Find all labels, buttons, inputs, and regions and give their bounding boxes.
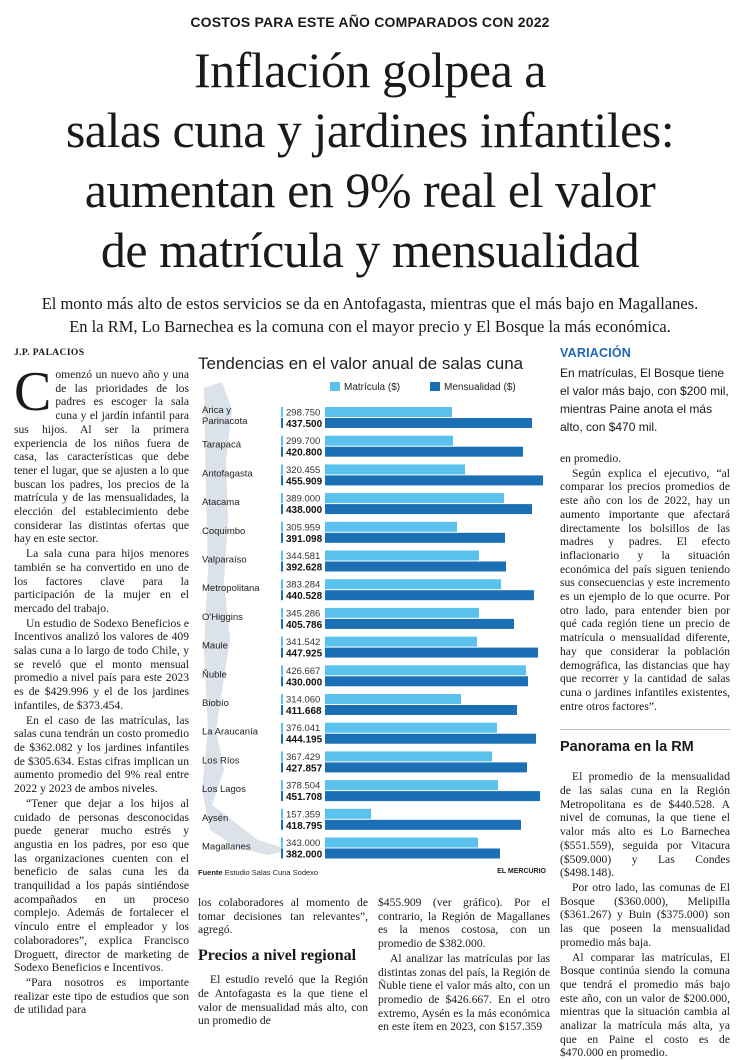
article-column-4 [560,452,730,1048]
value-label-matricula: 344.581 [286,551,320,562]
legend-label: Mensualidad ($) [444,382,516,393]
article-column-1 [14,368,189,1048]
headline-line: de matrícula y mensualidad [10,220,730,280]
legend-label: Matrícula ($) [344,382,400,393]
region-label: Aysén [202,813,228,824]
legend-swatch [330,382,340,391]
value-label-mensualidad: 440.528 [286,591,323,602]
headline-line: aumentan en 9% real el valor [10,160,730,220]
chart-credit: EL MERCURIO [497,868,546,875]
paragraph: los colaboradores al momento de tomar decisiones tan relevantes”, agregó. [198,896,368,937]
paragraph: Por otro lado, las comunas de El Bosque ($360.000), Melipilla ($361.267) y Buin ($375.000) son las que poseen la mensualidad promedio más baja. [560,881,730,950]
legend-swatch [430,382,440,391]
value-label-matricula: 389.000 [286,494,320,505]
value-label-matricula: 320.455 [286,465,320,476]
value-label-mensualidad: 451.708 [286,792,323,803]
region-label: Arica y [202,405,231,416]
paragraph: El estudio reveló que la Región de Antofagasta es la que tiene el valor de mensualidad más alto, con un promedio de [198,973,368,1028]
value-label-mensualidad: 405.786 [286,620,323,631]
region-label: O'Higgins [202,612,243,623]
paragraph: en promedio. [560,452,730,466]
chart-source [198,868,318,877]
region-label: Biobío [202,698,229,709]
region-label: Magallanes [202,842,251,853]
value-label-mensualidad: 427.857 [286,763,323,774]
region-label: Coquimbo [202,526,245,537]
region-label: Valparaíso [202,555,247,566]
value-label-matricula: 376.041 [286,723,320,734]
region-label: Los Lagos [202,784,246,795]
value-label-mensualidad: 382.000 [286,850,323,861]
value-label-matricula: 157.359 [286,809,320,820]
source-label: Fuente [198,868,223,877]
paragraph: $455.909 (ver gráfico). Por el contrario, la Región de Magallanes es la menos costosa, con un promedio de $382.000. [378,896,550,951]
value-label-matricula: 343.000 [286,838,320,849]
value-label-matricula: 378.504 [286,781,320,792]
value-label-matricula: 305.959 [286,522,320,533]
paragraph: En el caso de las matrículas, las salas cuna tendrán un costo promedio de $362.082 y los jardines infantiles de $305.634. Estas cifras implican un aumento promedio del 9% real entre 2022 y 2023 de ambos niveles. [14,714,189,796]
value-label-matricula: 299.700 [286,436,320,447]
variation-title: VARIACIÓN [560,346,730,360]
deck-line: En la RM, Lo Barnechea es la comuna con el mayor precio y El Bosque la más económica. [14,315,726,338]
kicker: COSTOS PARA ESTE AÑO COMPARADOS CON 2022 [0,14,740,30]
headline-line: Inflación golpea a [10,40,730,100]
region-label: La Araucanía [202,727,259,738]
drop-cap: C [14,370,51,414]
deck [14,292,726,338]
paragraph: Un estudio de Sodexo Beneficios e Incentivos analizó los valores de 409 salas cuna a lo largo de todo Chile, y se reveló que el monto mensual promedio a nivel país para este 2023 es de $429.996 y el de los jardines infantiles, de $373.454. [14,617,189,713]
value-label-matricula: 314.060 [286,695,320,706]
region-label: Metropolitana [202,583,260,594]
headline-line: salas cuna y jardines infantiles: [10,100,730,160]
value-label-matricula: 367.429 [286,752,320,763]
paragraph: Según explica el ejecutivo, “al comparar los precios promedios de este año con los de 2022, hay un aumento importante que afectará directamente los bolsillos de las madres y padres. El efecto inflacionario y la situación económica del país siguen teniendo sus consecuencias y este incremento es un ejemplo de lo que ocurre. Por otro lado, para entender bien por qué cada región tiene un precio de matrícula o mensualidad diferente, hay que considerar la población demográfica, las distancias que hay que recorrer y la cantidad de salas cuna o jardines infantiles existentes, entre otros factores”. [560,467,730,714]
value-label-mensualidad: 391.098 [286,534,323,545]
value-label-matricula: 341.542 [286,637,320,648]
regional-cost-chart [198,350,550,880]
deck-line: El monto más alto de estos servicios se da en Antofagasta, mientras que el más bajo en Magallanes. [14,292,726,315]
region-label: Tarapacá [202,440,242,451]
value-label-matricula: 383.284 [286,580,320,591]
value-label-mensualidad: 444.195 [286,735,323,746]
byline: J.P. PALACIOS [14,348,84,358]
chart-canvas [198,350,550,865]
article-column-2 [198,896,368,1051]
value-label-mensualidad: 430.000 [286,677,323,688]
section-subhead: Precios a nivel regional [198,947,368,965]
section-subhead: Panorama en la RM [560,729,730,756]
value-label-mensualidad: 447.925 [286,649,323,660]
paragraph-text: omenzó un nuevo año y una de las prioridades de los padres es escoger la sala cuna y el jardín infantil para sus hijos. Al ser la primera experiencia de los niños fuera de casa, las características que debe tener el lugar, que se ajusten a lo que buscan los padres, los precios de la matrícula y de las mensualidades, la elección del establecimiento debe considerar las distintas ofertas que hay en este sector. [14,368,189,545]
source-text: Estudio Salas Cuna Sodexo [225,868,318,877]
headline [10,40,730,280]
value-label-mensualidad: 392.628 [286,563,323,574]
region-label: Parinacota [202,416,248,427]
chart-title: Tendencias en el valor anual de salas cuna [198,354,523,374]
value-label-matricula: 426.667 [286,666,320,677]
region-label: Antofagasta [202,468,253,479]
value-label-mensualidad: 420.800 [286,448,323,459]
value-label-mensualidad: 418.795 [286,821,323,832]
article-column-3 [378,896,550,1051]
paragraph: El promedio de la mensualidad de las salas cuna en la Región Metropolitana es de $440.528. A nivel de comunas, la que tiene el valor más alto es Lo Barnechea ($551.559), seguida por Vitacura ($509.000) y Las Condes ($498.148). [560,770,730,880]
value-label-matricula: 345.286 [286,608,320,619]
paragraph: La sala cuna para hijos menores también se ha convertido en uno de los factores clave para la participación de la mujer en el mercado del trabajo. [14,547,189,616]
region-label: Ñuble [202,669,227,680]
value-label-mensualidad: 411.668 [286,706,322,717]
variation-text: En matrículas, El Bosque tiene el valor más bajo, con $200 mil, mientras Paine anota el más alto, con $470 mil. [560,364,730,436]
paragraph: “Para nosotros es importante realizar este tipo de estudios que son de utilidad para [14,976,189,1017]
value-label-matricula: 298.750 [286,408,320,419]
paragraph: Al comparar las matrículas, El Bosque continúa siendo la comuna que tendrá el promedio más bajo este año, con un valor de $200.000, mientras que la situación cambia al analizar la matrícula más alta, ya que en Paine el costo es de $470.000 en promedio. [560,951,730,1060]
paragraph: Al analizar las matrículas por las distintas zonas del país, la Región de Ñuble tiene el valor más alto, con un promedio de $426.667. En el otro extremo, Aysén es la más económica en este ítem en 2023, con $157.359 [378,952,550,1034]
paragraph [14,368,189,546]
region-label: Los Ríos [202,755,240,766]
variation-sidebar [560,346,730,436]
value-label-mensualidad: 455.909 [286,476,323,487]
value-label-mensualidad: 438.000 [286,505,323,516]
region-label: Atacama [202,497,240,508]
value-label-mensualidad: 437.500 [286,419,323,430]
region-label: Maule [202,641,228,652]
paragraph: “Tener que dejar a los hijos al cuidado de personas desconocidas puede generar mucho estrés y angustia en los padres, por eso que las organizaciones cuenten con el beneficio de salas cuna les da tranquilidad a los papás sintiéndose acompañados en un proceso complejo. Además de fortalecer el vínculo entre el empleador y los colaboradores”, explica Francisco Droguett, director de marketing de Sodexo Beneficios e Incentivos. [14,797,189,975]
